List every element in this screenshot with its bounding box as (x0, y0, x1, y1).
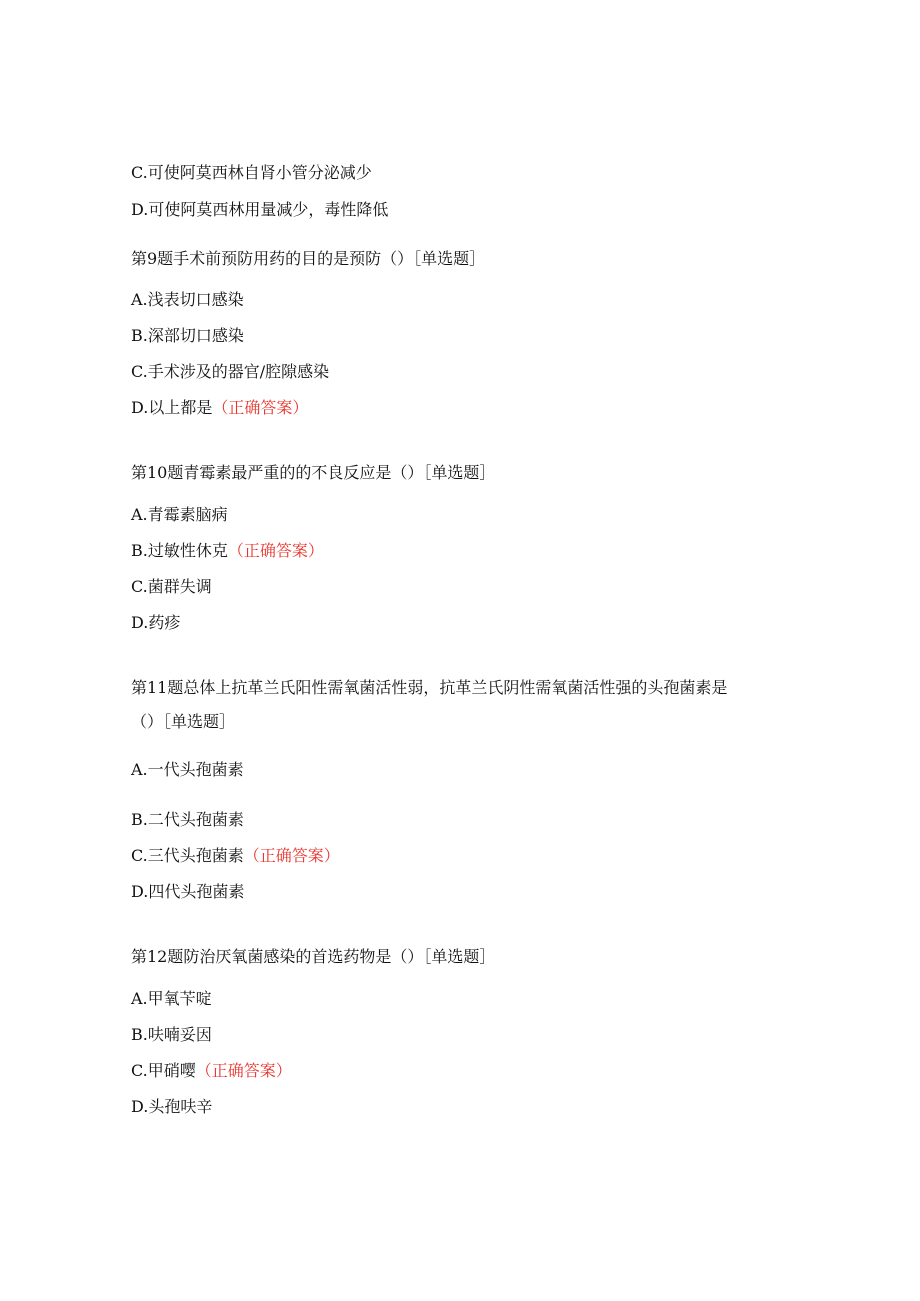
question-9-title: 第9题手术前预防用药的目的是预防（）［单选题］ (131, 249, 486, 268)
question-10-title: 第10题青霉素最严重的的不良反应是（）［单选题］ (131, 463, 496, 482)
option-text: C.可使阿莫西林自肾小管分泌减少 (131, 163, 372, 182)
q11-option-c: C.三代头孢菌素（正确答案） (131, 846, 340, 865)
correct-answer-label: （正确答案） (212, 398, 309, 417)
q10-option-b: B.过敏性休克（正确答案） (131, 541, 324, 560)
q9-option-b: B.深部切口感染 (131, 326, 244, 345)
option-c-prev (131, 162, 372, 184)
option-d-prev (131, 199, 388, 221)
correct-answer-label: （正确答案） (243, 846, 340, 865)
q11-option-d: D.四代头孢菌素 (131, 882, 245, 901)
correct-answer-label: （正确答案） (195, 1061, 292, 1080)
question-12-title: 第12题防治厌氧菌感染的首选药物是（）［单选题］ (131, 947, 496, 966)
question-11-title-line-1: 第11题总体上抗革兰氏阳性需氧菌活性弱，抗革兰氏阴性需氧菌活性强的头孢菌素是 (131, 678, 728, 697)
q12-option-b: B.呋喃妥因 (131, 1025, 212, 1044)
q12-option-d: D.头孢呋辛 (131, 1097, 213, 1116)
q10-option-d: D.药疹 (131, 613, 181, 632)
q11-option-b: B.二代头孢菌素 (131, 810, 244, 829)
q9-option-a: A.浅表切口感染 (131, 290, 244, 309)
correct-answer-label: （正确答案） (227, 541, 324, 560)
question-11-title-line-2: （）［单选题］ (131, 712, 236, 731)
q12-option-a: A.甲氧苄啶 (131, 989, 212, 1008)
q12-option-c: C.甲硝嘤（正确答案） (131, 1061, 292, 1080)
q9-option-c: C.手术涉及的器官/腔隙感染 (131, 362, 330, 381)
q10-option-a: A.青霉素脑病 (131, 505, 228, 524)
q10-option-c: C.菌群失调 (131, 577, 212, 596)
q11-option-a: A.一代头孢菌素 (131, 760, 244, 779)
option-text: D.可使阿莫西林用量减少，毒性降低 (131, 200, 389, 219)
q9-option-d: D.以上都是（正确答案） (131, 398, 309, 417)
